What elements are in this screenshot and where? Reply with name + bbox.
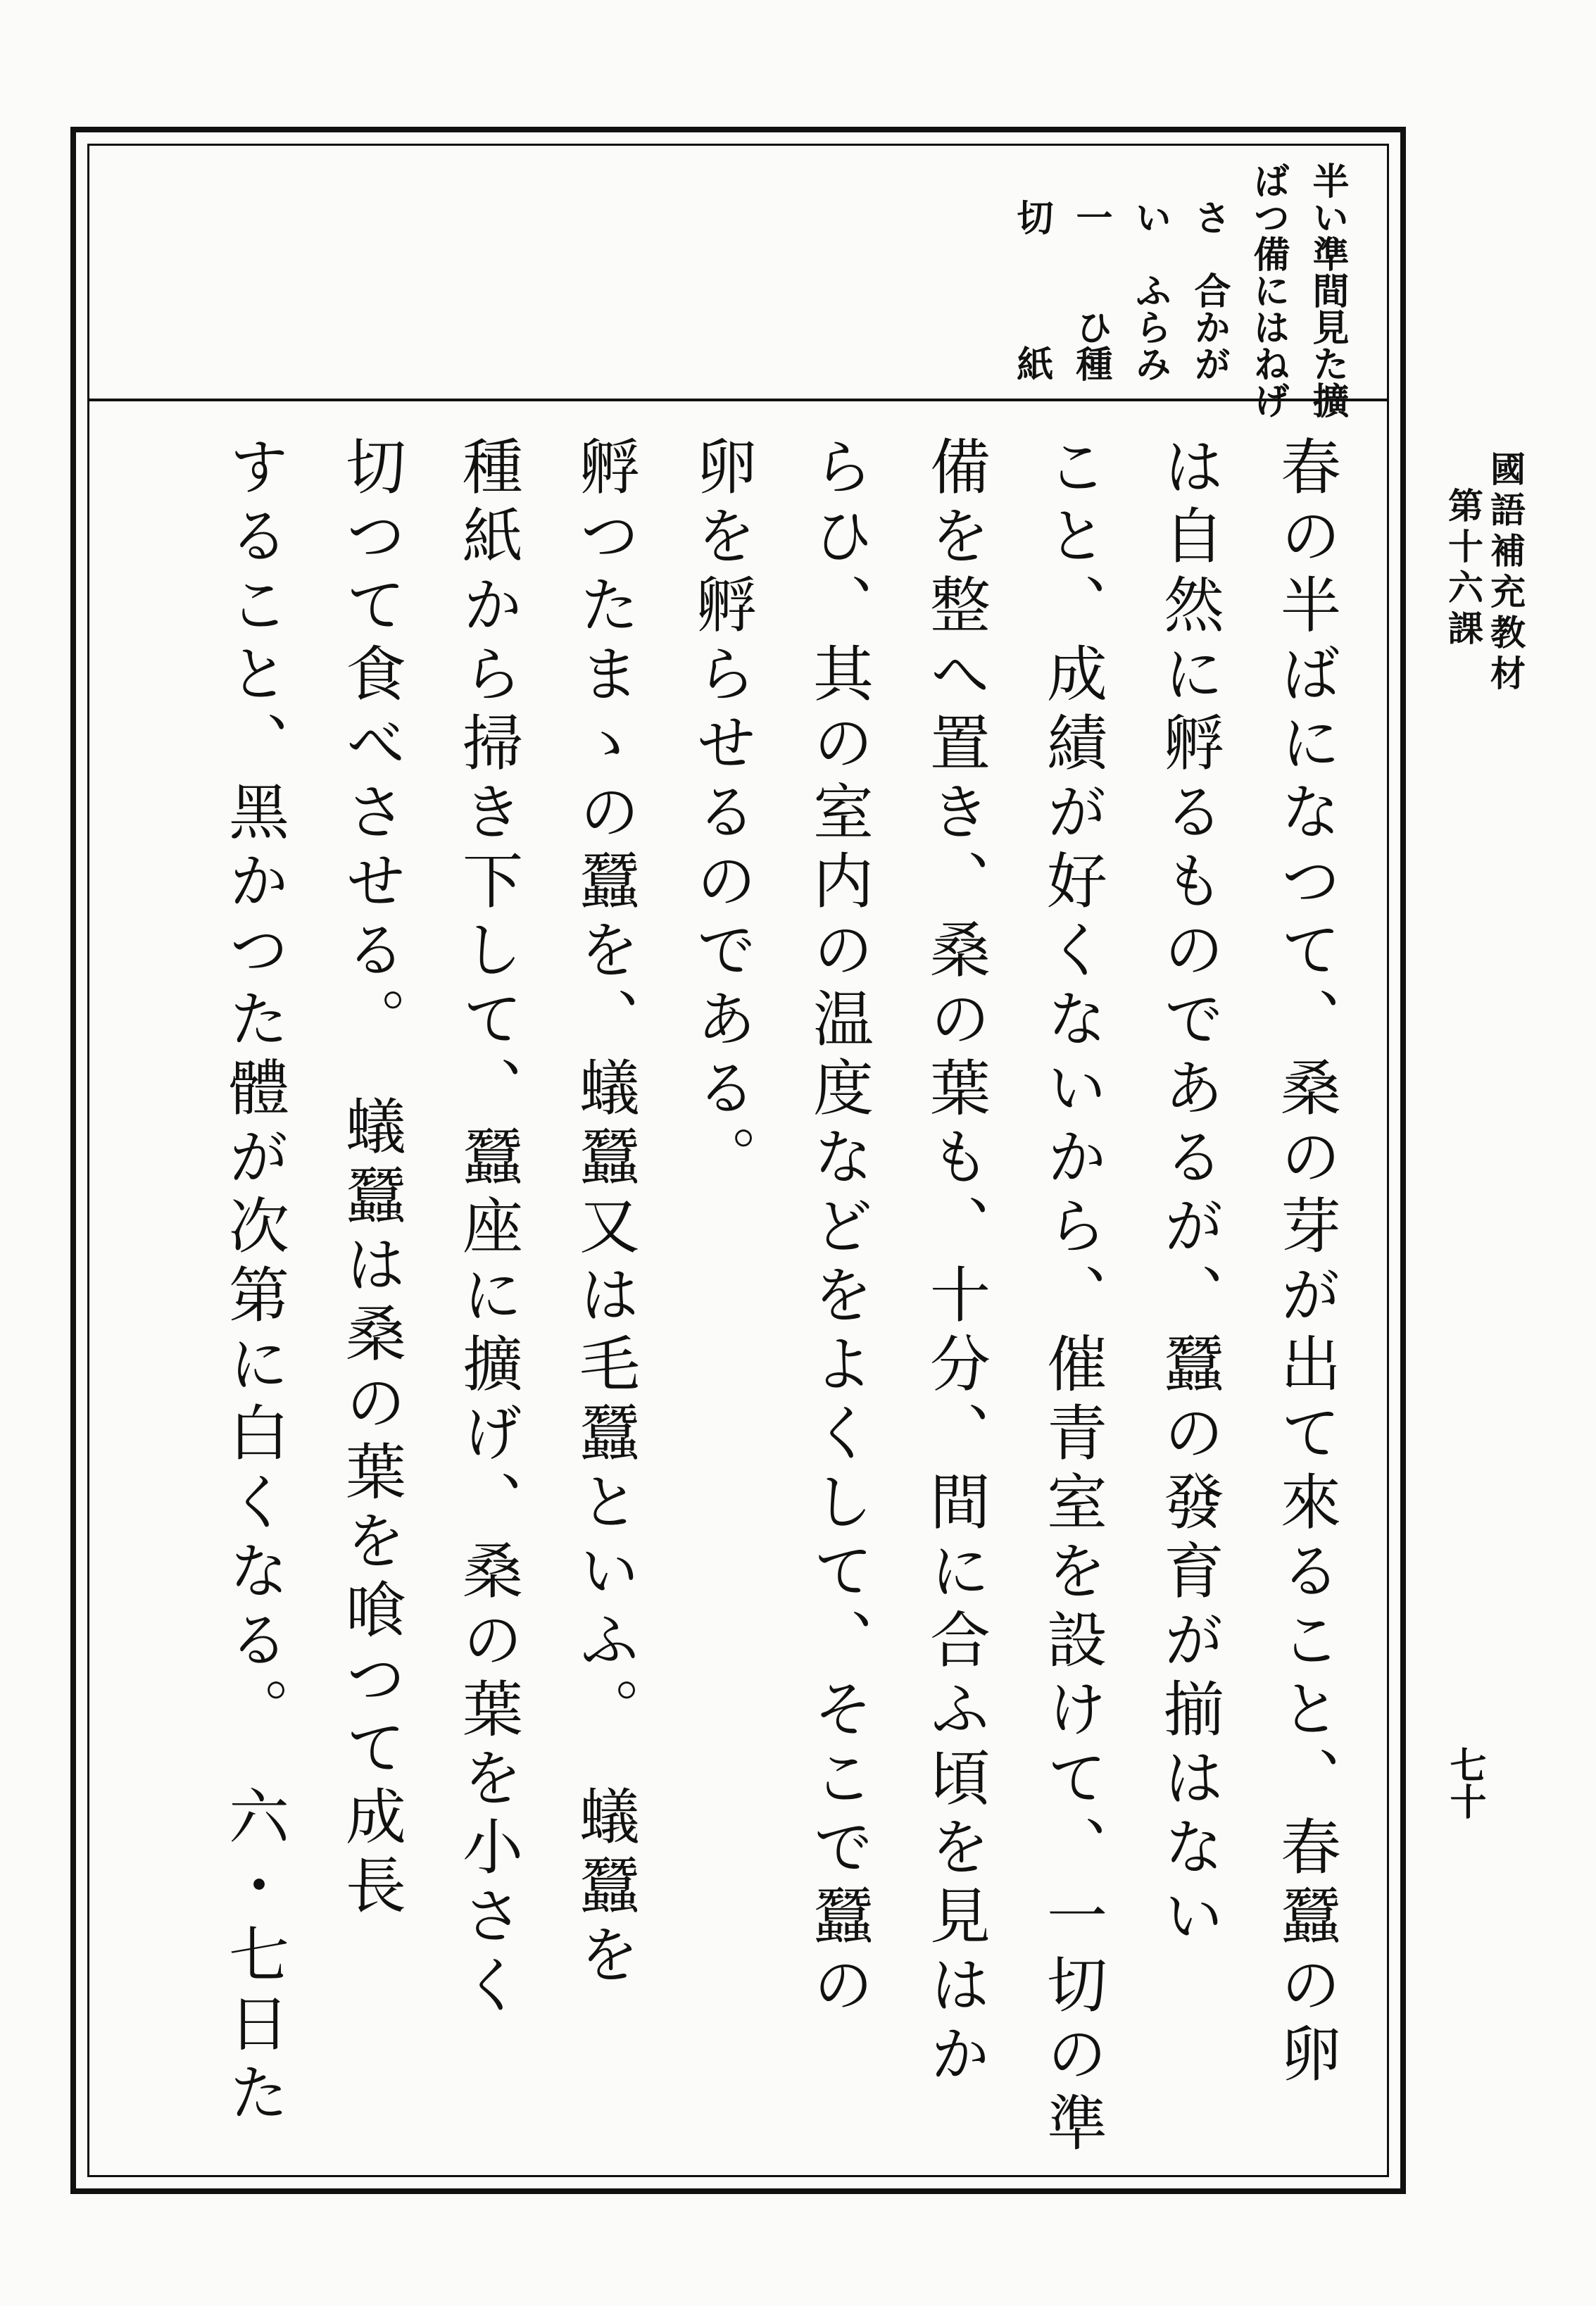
note-3: 準備 (1247, 235, 1349, 272)
text-column-9: 切つて食べさせる。 蟻蠶は桑の葉を喰つて成長 (335, 435, 406, 1923)
text-column-5: らひ、其の室内の温度などをよくして、そこで蠶の (803, 435, 873, 2022)
note-7: 擴げ (1247, 382, 1349, 418)
text-column-2: は自然に孵るものであるが、蠶の發育が揃はない (1153, 435, 1224, 1953)
text-column-10: すること、黑かつた體が次第に白くなる。 六・七日た (218, 435, 289, 2130)
note-4: 間に合ふ (1129, 272, 1349, 308)
text-column-1: 春の半ばになつて、桑の芽が出て來ること、春蠶の卵 (1270, 435, 1340, 2091)
main-text (195, 435, 1364, 2160)
lesson-number: 第十六課 (1443, 487, 1484, 651)
vocabulary-notes (969, 162, 1357, 418)
note-2: いつさい一切 (1010, 199, 1349, 235)
note-5: 見はからひ (1069, 308, 1349, 345)
running-head (1442, 451, 1526, 696)
text-column-4: 備を整へ置き、桑の葉も、十分、間に合ふ頃を見はか (919, 435, 990, 2091)
text-column-8: 種紙から掃き下して、蠶座に擴げ、桑の葉を小さく (452, 435, 522, 2022)
page-number: 七十 (1443, 1746, 1486, 1819)
note-1: 半ば (1247, 162, 1349, 199)
text-column-6: 卵を孵らせるのである。 (686, 435, 756, 1194)
text-column-3: こと、成績が好くないから、催青室を設けて、一切の準 (1036, 435, 1107, 2160)
book-title: 國語補充教材 (1485, 451, 1526, 696)
note-6: たねがみ種紙 (1010, 345, 1349, 382)
text-column-7: 孵つたまゝの蠶を、蟻蠶又は毛蠶といふ。 蟻蠶を (569, 435, 639, 1992)
